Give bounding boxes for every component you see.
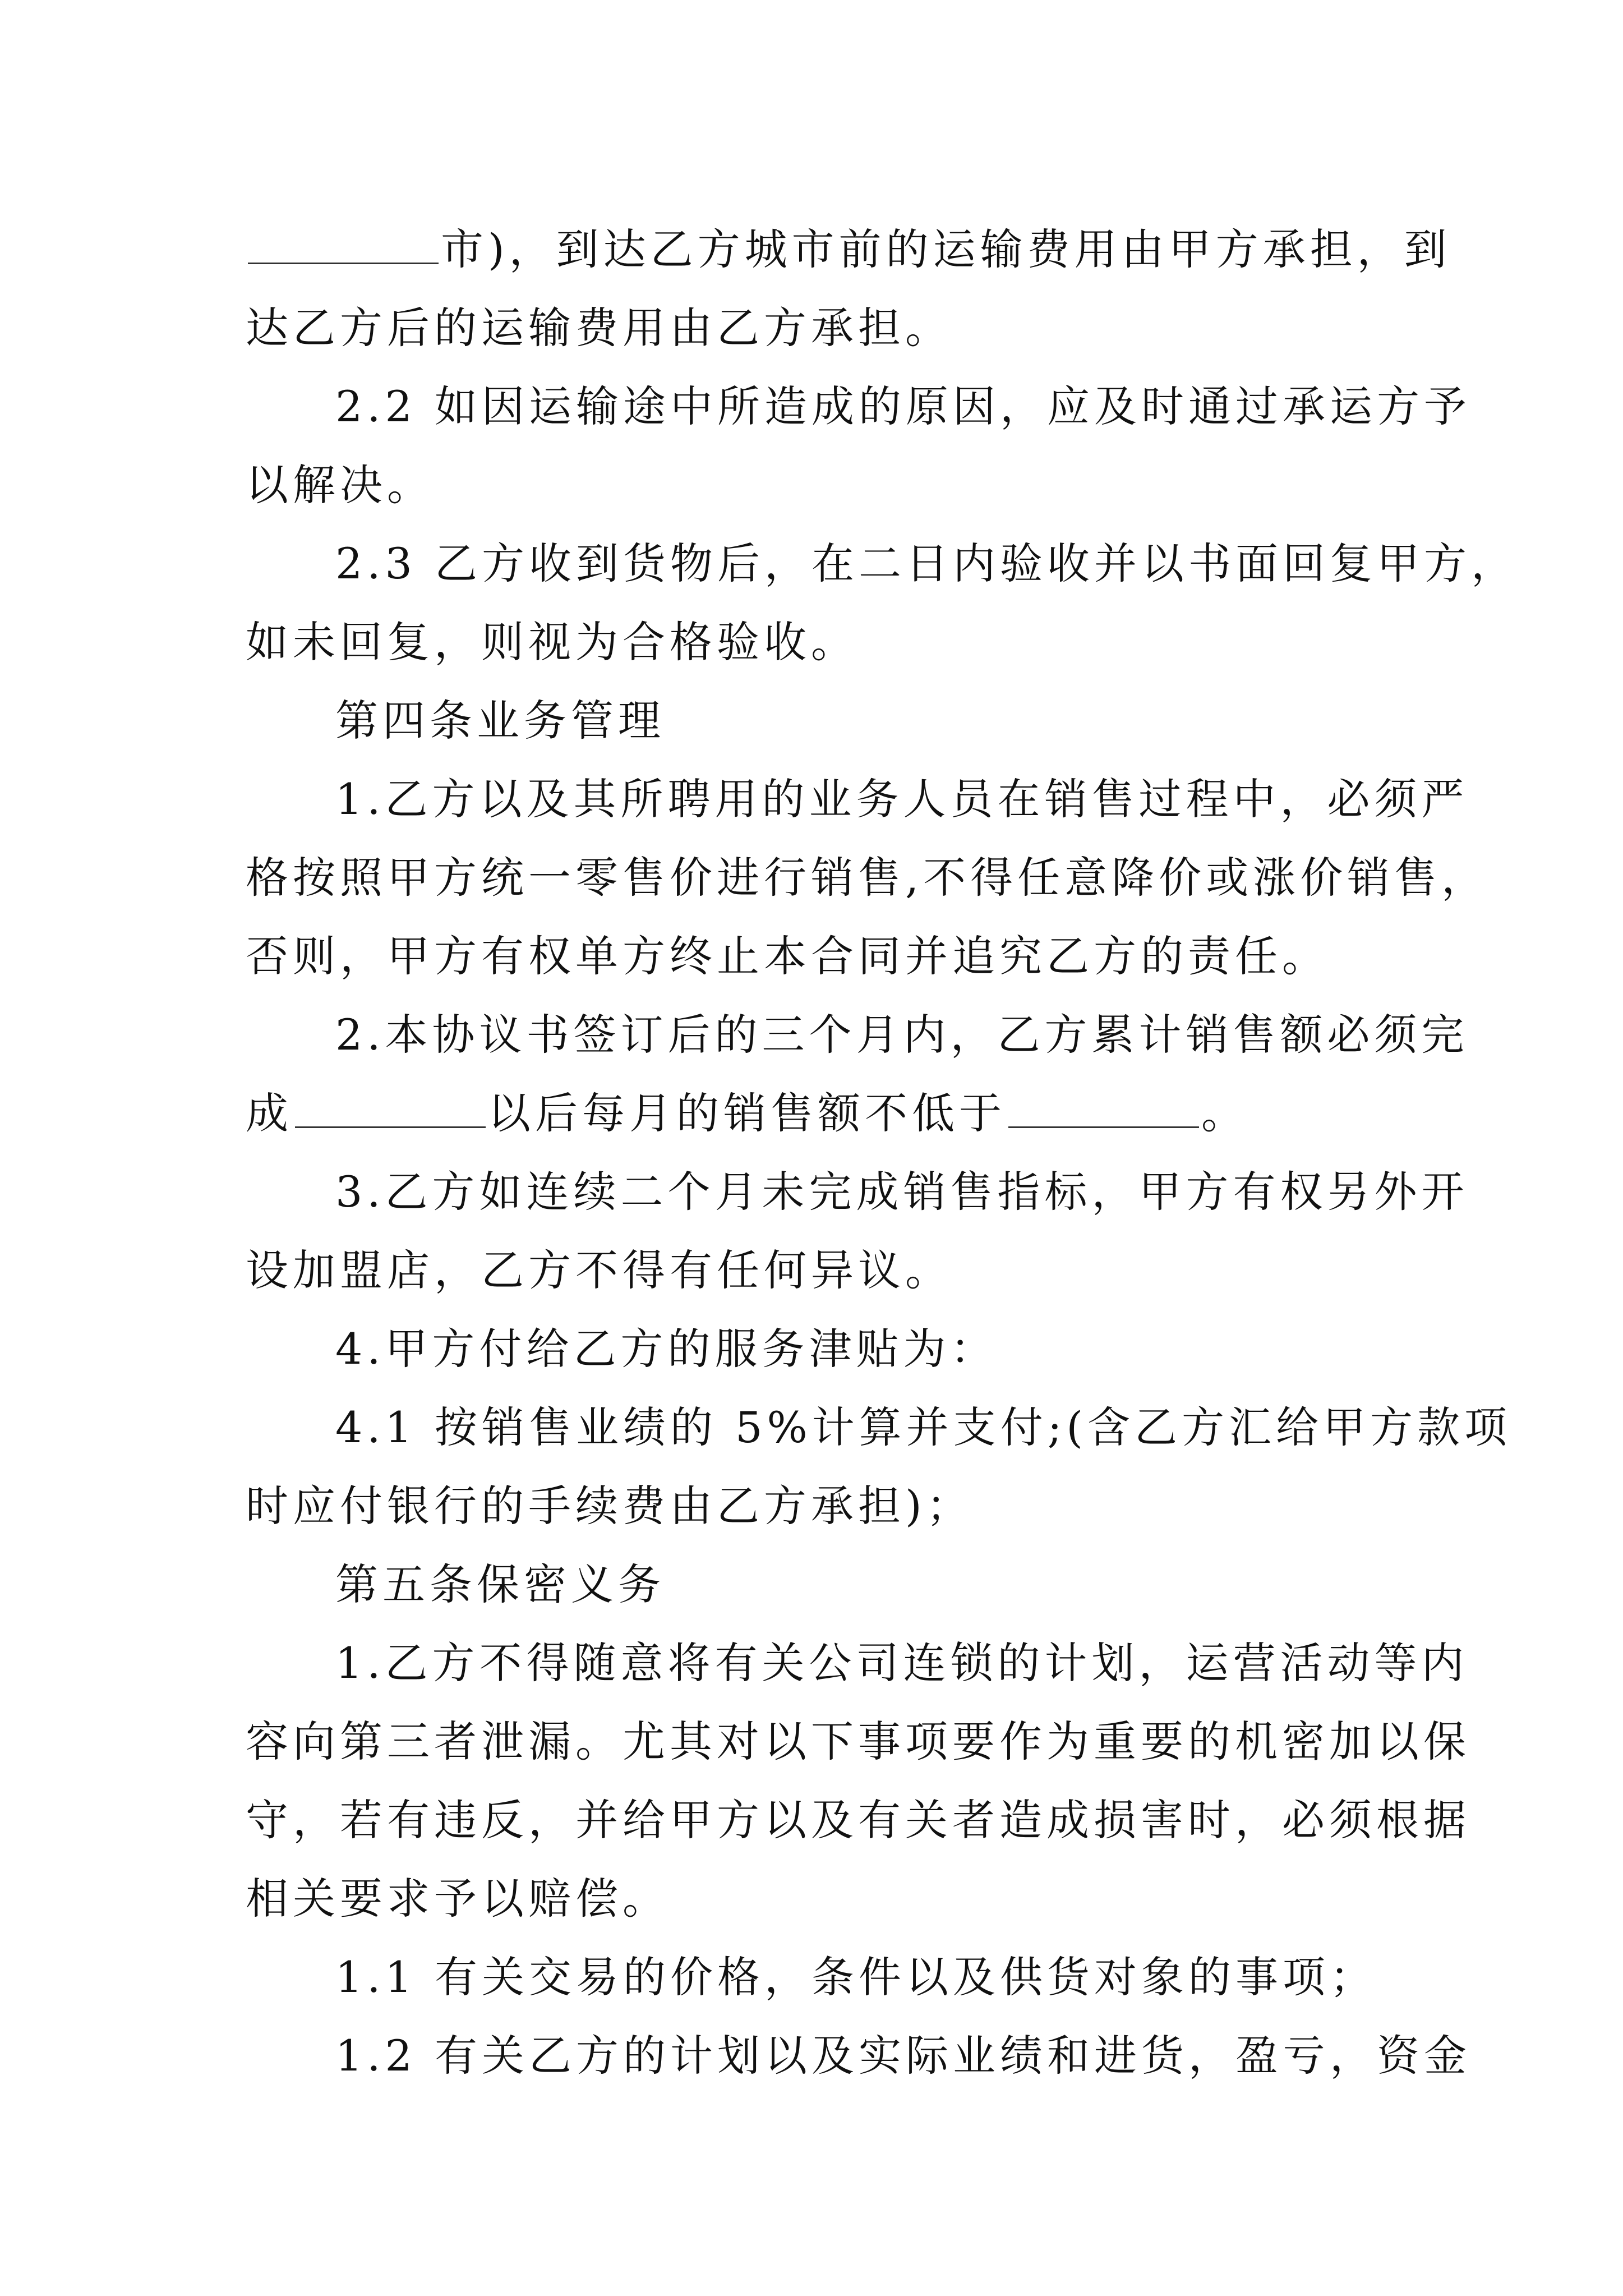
clause-4-4-1: 4.1 按销售业绩的 5%计算并支付;(含乙方汇给甲方款项 (335, 1402, 1512, 1452)
fill-in-blank (295, 1093, 486, 1128)
section-heading-4: 第四条业务管理 (335, 696, 665, 746)
clause-5-1: 1.乙方不得随意将有关公司连锁的计划，运营活动等内 (335, 1638, 1469, 1688)
text-line: 成 以后每月的销售额不低于 。 (246, 1088, 1248, 1138)
text-line: 以解决。 (246, 460, 434, 510)
text-line: 格按照甲方统一零售价进行销售,不得任意降价或涨价销售， (246, 853, 1489, 903)
clause-4-1: 1.乙方以及其所聘用的业务人员在销售过程中，必须严 (335, 774, 1469, 824)
text-line: 达乙方后的运输费用由乙方承担。 (246, 303, 952, 353)
clause-5-1-1: 1.1 有关交易的价格，条件以及供货对象的事项； (335, 1952, 1377, 2002)
text-line: 否则，甲方有权单方终止本合同并追究乙方的责任。 (246, 931, 1329, 981)
fill-in-blank (248, 229, 439, 264)
clause-4-2: 2.本协议书签订后的三个月内，乙方累计销售额必须完 (335, 1010, 1469, 1060)
text-line: 相关要求予以赔偿。 (246, 1874, 670, 1924)
text-line: 设加盟店，乙方不得有任何异议。 (246, 1245, 952, 1295)
section-heading-5: 第五条保密义务 (335, 1559, 665, 1609)
fill-in-blank (1008, 1093, 1199, 1128)
clause-4-3: 3.乙方如连续二个月未完成销售指标，甲方有权另外开 (335, 1167, 1469, 1217)
text-line: 如未回复，则视为合格验收。 (246, 617, 858, 667)
text-line: 容向第三者泄漏。尤其对以下事项要作为重要的机密加以保 (246, 1717, 1470, 1766)
text-line: 市)，到达乙方城市前的运输费用由甲方承担，到 (246, 209, 1451, 291)
text-line: 时应付银行的手续费由乙方承担)； (246, 1481, 974, 1531)
clause-2-2: 2.2 如因运输途中所造成的原因，应及时通过承运方予 (335, 381, 1472, 431)
clause-4-4: 4.甲方付给乙方的服务津贴为： (335, 1324, 998, 1374)
clause-2-3: 2.3 乙方收到货物后，在二日内验收并以书面回复甲方， (335, 539, 1519, 588)
text-line: 守，若有违反，并给甲方以及有关者造成损害时，必须根据 (246, 1795, 1470, 1845)
clause-5-1-2: 1.2 有关乙方的计划以及实际业绩和进货，盈亏，资金 (335, 2031, 1472, 2081)
